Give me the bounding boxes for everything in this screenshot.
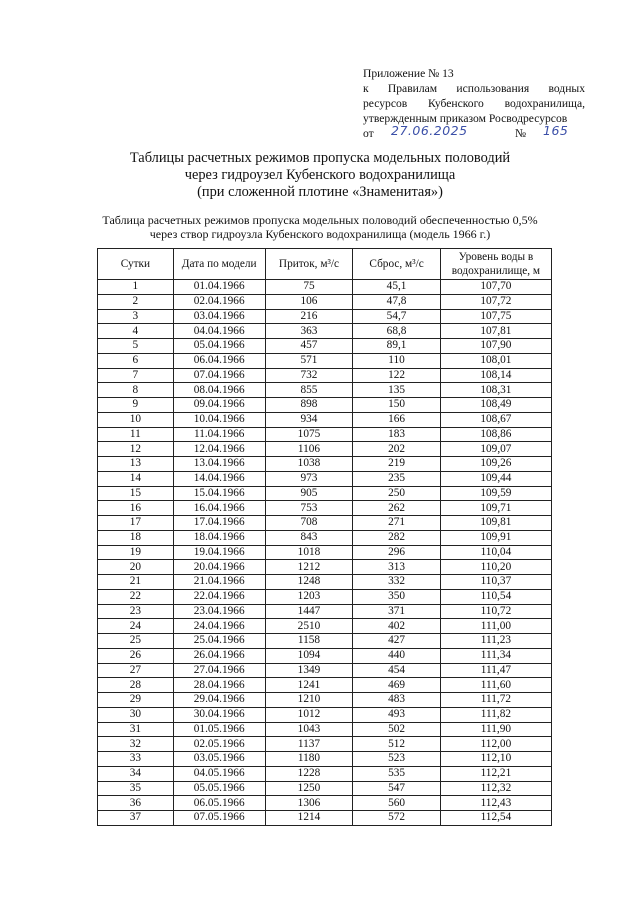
cell-day: 13 bbox=[98, 457, 174, 472]
appendix-block bbox=[363, 66, 585, 141]
table-row bbox=[98, 678, 552, 693]
table-row bbox=[98, 619, 552, 634]
cell-date: 03.04.1966 bbox=[173, 309, 265, 324]
table-body bbox=[98, 280, 552, 826]
cell-discharge: 45,1 bbox=[353, 280, 441, 295]
table-row bbox=[98, 530, 552, 545]
appendix-order-line: утвержденным приказом Росводресурсов bbox=[363, 112, 568, 125]
cell-inflow: 732 bbox=[265, 368, 353, 383]
table-row bbox=[98, 294, 552, 309]
table-row bbox=[98, 324, 552, 339]
cell-inflow: 1248 bbox=[265, 575, 353, 590]
table-row bbox=[98, 368, 552, 383]
appendix-number: Приложение № 13 bbox=[363, 67, 454, 80]
cell-discharge: 535 bbox=[353, 766, 441, 781]
cell-discharge: 350 bbox=[353, 589, 441, 604]
cell-inflow: 1241 bbox=[265, 678, 353, 693]
header-discharge: Сброс, м³/с bbox=[353, 249, 441, 280]
cell-day: 23 bbox=[98, 604, 174, 619]
cell-day: 32 bbox=[98, 737, 174, 752]
table-row bbox=[98, 722, 552, 737]
cell-day: 1 bbox=[98, 280, 174, 295]
cell-day: 34 bbox=[98, 766, 174, 781]
caption-line-2: через створ гидроузла Кубенского водохранилища (модель 1966 г.) bbox=[149, 227, 491, 241]
cell-water-level: 111,82 bbox=[440, 707, 551, 722]
cell-discharge: 493 bbox=[353, 707, 441, 722]
cell-day: 7 bbox=[98, 368, 174, 383]
table-row bbox=[98, 383, 552, 398]
cell-water-level: 111,47 bbox=[440, 663, 551, 678]
cell-water-level: 109,44 bbox=[440, 471, 551, 486]
cell-day: 16 bbox=[98, 501, 174, 516]
cell-day: 30 bbox=[98, 707, 174, 722]
cell-day: 8 bbox=[98, 383, 174, 398]
cell-date: 26.04.1966 bbox=[173, 648, 265, 663]
cell-inflow: 1038 bbox=[265, 457, 353, 472]
cell-water-level: 110,72 bbox=[440, 604, 551, 619]
cell-discharge: 560 bbox=[353, 796, 441, 811]
table-row bbox=[98, 442, 552, 457]
cell-water-level: 110,54 bbox=[440, 589, 551, 604]
table-row bbox=[98, 545, 552, 560]
cell-inflow: 1228 bbox=[265, 766, 353, 781]
cell-water-level: 108,01 bbox=[440, 353, 551, 368]
cell-inflow: 2510 bbox=[265, 619, 353, 634]
cell-inflow: 898 bbox=[265, 398, 353, 413]
cell-date: 06.04.1966 bbox=[173, 353, 265, 368]
cell-discharge: 183 bbox=[353, 427, 441, 442]
cell-discharge: 150 bbox=[353, 398, 441, 413]
cell-day: 18 bbox=[98, 530, 174, 545]
cell-discharge: 523 bbox=[353, 752, 441, 767]
cell-discharge: 202 bbox=[353, 442, 441, 457]
cell-date: 01.05.1966 bbox=[173, 722, 265, 737]
cell-day: 29 bbox=[98, 693, 174, 708]
cell-date: 23.04.1966 bbox=[173, 604, 265, 619]
cell-day: 28 bbox=[98, 678, 174, 693]
cell-date: 19.04.1966 bbox=[173, 545, 265, 560]
cell-day: 2 bbox=[98, 294, 174, 309]
cell-day: 6 bbox=[98, 353, 174, 368]
table-row bbox=[98, 575, 552, 590]
cell-date: 11.04.1966 bbox=[173, 427, 265, 442]
cell-water-level: 110,20 bbox=[440, 560, 551, 575]
cell-day: 3 bbox=[98, 309, 174, 324]
cell-water-level: 111,90 bbox=[440, 722, 551, 737]
cell-discharge: 282 bbox=[353, 530, 441, 545]
cell-water-level: 107,90 bbox=[440, 339, 551, 354]
table-row bbox=[98, 811, 552, 826]
cell-discharge: 110 bbox=[353, 353, 441, 368]
cell-water-level: 112,32 bbox=[440, 781, 551, 796]
cell-date: 22.04.1966 bbox=[173, 589, 265, 604]
cell-date: 25.04.1966 bbox=[173, 634, 265, 649]
title-line-1: Таблицы расчетных режимов пропуска модельных половодий bbox=[129, 150, 511, 166]
cell-water-level: 111,72 bbox=[440, 693, 551, 708]
cell-day: 35 bbox=[98, 781, 174, 796]
cell-discharge: 572 bbox=[353, 811, 441, 826]
cell-discharge: 135 bbox=[353, 383, 441, 398]
cell-date: 13.04.1966 bbox=[173, 457, 265, 472]
cell-water-level: 107,81 bbox=[440, 324, 551, 339]
cell-day: 15 bbox=[98, 486, 174, 501]
appendix-date-line bbox=[363, 123, 585, 141]
table-row bbox=[98, 309, 552, 324]
cell-inflow: 106 bbox=[265, 294, 353, 309]
number-label: № bbox=[515, 127, 527, 140]
cell-water-level: 108,49 bbox=[440, 398, 551, 413]
cell-inflow: 1043 bbox=[265, 722, 353, 737]
cell-discharge: 402 bbox=[353, 619, 441, 634]
cell-discharge: 47,8 bbox=[353, 294, 441, 309]
cell-date: 10.04.1966 bbox=[173, 412, 265, 427]
cell-discharge: 440 bbox=[353, 648, 441, 663]
header-date: Дата по модели bbox=[173, 249, 265, 280]
cell-water-level: 112,54 bbox=[440, 811, 551, 826]
header-water-level-line-1: Уровень воды в bbox=[458, 251, 534, 263]
cell-water-level: 109,81 bbox=[440, 516, 551, 531]
cell-date: 27.04.1966 bbox=[173, 663, 265, 678]
cell-discharge: 547 bbox=[353, 781, 441, 796]
table-row bbox=[98, 516, 552, 531]
cell-water-level: 109,26 bbox=[440, 457, 551, 472]
cell-date: 30.04.1966 bbox=[173, 707, 265, 722]
cell-date: 29.04.1966 bbox=[173, 693, 265, 708]
cell-date: 16.04.1966 bbox=[173, 501, 265, 516]
page-title bbox=[0, 150, 640, 201]
cell-day: 4 bbox=[98, 324, 174, 339]
cell-inflow: 1106 bbox=[265, 442, 353, 457]
cell-date: 02.05.1966 bbox=[173, 737, 265, 752]
flood-regime-table bbox=[97, 248, 552, 826]
table-row bbox=[98, 398, 552, 413]
cell-water-level: 108,67 bbox=[440, 412, 551, 427]
cell-day: 10 bbox=[98, 412, 174, 427]
cell-discharge: 296 bbox=[353, 545, 441, 560]
table-row bbox=[98, 353, 552, 368]
cell-discharge: 122 bbox=[353, 368, 441, 383]
cell-inflow: 1210 bbox=[265, 693, 353, 708]
table-row bbox=[98, 663, 552, 678]
cell-discharge: 313 bbox=[353, 560, 441, 575]
cell-date: 08.04.1966 bbox=[173, 383, 265, 398]
cell-discharge: 371 bbox=[353, 604, 441, 619]
table-row bbox=[98, 457, 552, 472]
cell-date: 04.05.1966 bbox=[173, 766, 265, 781]
table-row bbox=[98, 752, 552, 767]
cell-inflow: 216 bbox=[265, 309, 353, 324]
cell-day: 27 bbox=[98, 663, 174, 678]
cell-inflow: 1158 bbox=[265, 634, 353, 649]
cell-date: 06.05.1966 bbox=[173, 796, 265, 811]
cell-day: 19 bbox=[98, 545, 174, 560]
cell-discharge: 332 bbox=[353, 575, 441, 590]
cell-date: 03.05.1966 bbox=[173, 752, 265, 767]
cell-inflow: 1250 bbox=[265, 781, 353, 796]
cell-inflow: 1349 bbox=[265, 663, 353, 678]
cell-discharge: 512 bbox=[353, 737, 441, 752]
cell-date: 28.04.1966 bbox=[173, 678, 265, 693]
cell-water-level: 111,34 bbox=[440, 648, 551, 663]
cell-water-level: 110,04 bbox=[440, 545, 551, 560]
table-row bbox=[98, 501, 552, 516]
cell-day: 12 bbox=[98, 442, 174, 457]
cell-discharge: 271 bbox=[353, 516, 441, 531]
cell-inflow: 973 bbox=[265, 471, 353, 486]
table-row bbox=[98, 693, 552, 708]
cell-date: 21.04.1966 bbox=[173, 575, 265, 590]
cell-inflow: 1306 bbox=[265, 796, 353, 811]
cell-water-level: 108,14 bbox=[440, 368, 551, 383]
cell-date: 05.04.1966 bbox=[173, 339, 265, 354]
cell-date: 14.04.1966 bbox=[173, 471, 265, 486]
cell-inflow: 1137 bbox=[265, 737, 353, 752]
appendix-reservoir-line: ресурсов Кубенского водохранилища, bbox=[363, 97, 585, 110]
cell-inflow: 1075 bbox=[265, 427, 353, 442]
cell-inflow: 1018 bbox=[265, 545, 353, 560]
header-inflow: Приток, м³/с bbox=[265, 249, 353, 280]
cell-day: 25 bbox=[98, 634, 174, 649]
cell-day: 22 bbox=[98, 589, 174, 604]
cell-inflow: 363 bbox=[265, 324, 353, 339]
header-water-level bbox=[440, 249, 551, 280]
table-row bbox=[98, 707, 552, 722]
table-row bbox=[98, 589, 552, 604]
cell-water-level: 112,00 bbox=[440, 737, 551, 752]
cell-inflow: 753 bbox=[265, 501, 353, 516]
handwritten-date: 27.06.2025 bbox=[391, 123, 468, 138]
cell-date: 15.04.1966 bbox=[173, 486, 265, 501]
cell-discharge: 250 bbox=[353, 486, 441, 501]
table-caption bbox=[0, 213, 640, 241]
cell-inflow: 934 bbox=[265, 412, 353, 427]
cell-day: 24 bbox=[98, 619, 174, 634]
cell-inflow: 1447 bbox=[265, 604, 353, 619]
cell-date: 07.05.1966 bbox=[173, 811, 265, 826]
cell-day: 26 bbox=[98, 648, 174, 663]
cell-inflow: 75 bbox=[265, 280, 353, 295]
cell-water-level: 112,43 bbox=[440, 796, 551, 811]
cell-water-level: 109,71 bbox=[440, 501, 551, 516]
cell-discharge: 502 bbox=[353, 722, 441, 737]
cell-date: 01.04.1966 bbox=[173, 280, 265, 295]
cell-inflow: 1094 bbox=[265, 648, 353, 663]
cell-water-level: 108,86 bbox=[440, 427, 551, 442]
cell-discharge: 166 bbox=[353, 412, 441, 427]
cell-inflow: 905 bbox=[265, 486, 353, 501]
cell-discharge: 469 bbox=[353, 678, 441, 693]
cell-inflow: 1012 bbox=[265, 707, 353, 722]
table-row bbox=[98, 471, 552, 486]
cell-water-level: 112,10 bbox=[440, 752, 551, 767]
cell-discharge: 89,1 bbox=[353, 339, 441, 354]
table-row bbox=[98, 427, 552, 442]
table-row bbox=[98, 604, 552, 619]
cell-date: 04.04.1966 bbox=[173, 324, 265, 339]
cell-inflow: 1214 bbox=[265, 811, 353, 826]
table-row bbox=[98, 486, 552, 501]
cell-inflow: 457 bbox=[265, 339, 353, 354]
cell-day: 11 bbox=[98, 427, 174, 442]
cell-day: 33 bbox=[98, 752, 174, 767]
table-row bbox=[98, 781, 552, 796]
cell-inflow: 708 bbox=[265, 516, 353, 531]
table-row bbox=[98, 648, 552, 663]
table-row bbox=[98, 339, 552, 354]
cell-inflow: 571 bbox=[265, 353, 353, 368]
cell-day: 36 bbox=[98, 796, 174, 811]
caption-line-1: Таблица расчетных режимов пропуска модельных половодий обеспеченностью 0,5% bbox=[102, 213, 538, 227]
cell-inflow: 1203 bbox=[265, 589, 353, 604]
cell-date: 24.04.1966 bbox=[173, 619, 265, 634]
cell-discharge: 219 bbox=[353, 457, 441, 472]
cell-date: 02.04.1966 bbox=[173, 294, 265, 309]
cell-water-level: 107,72 bbox=[440, 294, 551, 309]
cell-inflow: 843 bbox=[265, 530, 353, 545]
cell-date: 18.04.1966 bbox=[173, 530, 265, 545]
cell-inflow: 1212 bbox=[265, 560, 353, 575]
table-row bbox=[98, 766, 552, 781]
cell-water-level: 109,59 bbox=[440, 486, 551, 501]
cell-discharge: 54,7 bbox=[353, 309, 441, 324]
cell-date: 20.04.1966 bbox=[173, 560, 265, 575]
cell-inflow: 1180 bbox=[265, 752, 353, 767]
header-water-level-line-2: водохранилище, м bbox=[451, 265, 541, 277]
table-row bbox=[98, 560, 552, 575]
table-row bbox=[98, 737, 552, 752]
cell-date: 12.04.1966 bbox=[173, 442, 265, 457]
cell-discharge: 235 bbox=[353, 471, 441, 486]
table-row bbox=[98, 280, 552, 295]
cell-water-level: 111,60 bbox=[440, 678, 551, 693]
cell-day: 14 bbox=[98, 471, 174, 486]
table-row bbox=[98, 412, 552, 427]
cell-water-level: 111,23 bbox=[440, 634, 551, 649]
cell-date: 05.05.1966 bbox=[173, 781, 265, 796]
cell-water-level: 107,70 bbox=[440, 280, 551, 295]
cell-date: 07.04.1966 bbox=[173, 368, 265, 383]
cell-inflow: 855 bbox=[265, 383, 353, 398]
cell-water-level: 111,00 bbox=[440, 619, 551, 634]
cell-day: 17 bbox=[98, 516, 174, 531]
cell-water-level: 110,37 bbox=[440, 575, 551, 590]
cell-day: 5 bbox=[98, 339, 174, 354]
cell-day: 37 bbox=[98, 811, 174, 826]
cell-day: 31 bbox=[98, 722, 174, 737]
handwritten-number: 165 bbox=[543, 123, 569, 138]
header-day: Сутки bbox=[98, 249, 174, 280]
date-prefix: от bbox=[363, 127, 374, 140]
table-header-row bbox=[98, 249, 552, 280]
cell-day: 20 bbox=[98, 560, 174, 575]
title-line-2: через гидроузел Кубенского водохранилища bbox=[184, 167, 456, 183]
cell-discharge: 454 bbox=[353, 663, 441, 678]
cell-day: 9 bbox=[98, 398, 174, 413]
cell-water-level: 107,75 bbox=[440, 309, 551, 324]
cell-water-level: 108,31 bbox=[440, 383, 551, 398]
cell-date: 17.04.1966 bbox=[173, 516, 265, 531]
cell-date: 09.04.1966 bbox=[173, 398, 265, 413]
table-row bbox=[98, 634, 552, 649]
cell-water-level: 109,91 bbox=[440, 530, 551, 545]
cell-water-level: 109,07 bbox=[440, 442, 551, 457]
title-line-3: (при сложенной плотине «Знаменитая») bbox=[197, 184, 443, 200]
table-row bbox=[98, 796, 552, 811]
appendix-rules-line: к Правилам использования водных bbox=[363, 82, 585, 95]
cell-discharge: 68,8 bbox=[353, 324, 441, 339]
cell-discharge: 483 bbox=[353, 693, 441, 708]
cell-day: 21 bbox=[98, 575, 174, 590]
cell-discharge: 262 bbox=[353, 501, 441, 516]
cell-water-level: 112,21 bbox=[440, 766, 551, 781]
cell-discharge: 427 bbox=[353, 634, 441, 649]
